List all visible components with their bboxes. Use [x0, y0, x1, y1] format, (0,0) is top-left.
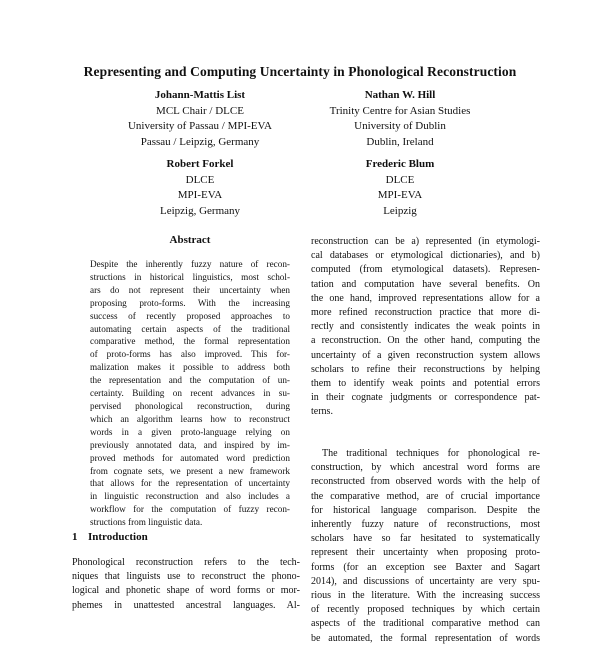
abstract-line: proposing proto-forms. With the increasing: [90, 297, 290, 308]
body-line: represent their uncertainty when proposing proto-: [311, 547, 540, 559]
abstract-line: Despite the inherently fuzzy nature of recon-: [90, 259, 290, 269]
section-heading-introduction: [72, 531, 302, 543]
body-line: the comparative method, are of crucial importance: [311, 490, 540, 502]
body-line: rectly and consistently indicates the weak points in: [311, 321, 540, 333]
body-line: reconstruction can be a) represented (in etymologi-: [311, 236, 540, 247]
author-affiliation: Trinity Centre for Asian Studies: [329, 104, 471, 117]
paper-title: Representing and Computing Uncertainty in Phonological Reconstruction: [83, 64, 517, 79]
author-affiliation: DLCE: [385, 173, 415, 186]
abstract-line: certainty. Building on recent advances in su-: [90, 388, 290, 399]
abstract-line: structions from linguistic data.: [90, 517, 203, 528]
author-name: Johann-Mattis List: [154, 89, 246, 101]
body-line: logical and phonetic shape of word forms or mor-: [72, 585, 300, 597]
body-line: Phonological reconstruction refers to the tech-: [72, 557, 300, 568]
body-line: in their cognate judgments or correspondence pat-: [311, 392, 540, 404]
body-line: uncertainty of a given reconstruction system allows: [311, 349, 540, 361]
abstract-line: that allows for the representation of uncertainty: [90, 478, 290, 489]
author-name: Frederic Blum: [365, 158, 435, 170]
body-line: reconstructed from observed words with the help of: [311, 476, 540, 488]
author-block-hill: [270, 88, 530, 150]
abstract-line: comparative method, the formal representation: [90, 336, 290, 347]
body-line: the one hand, improved representations allow for a: [311, 292, 540, 304]
introduction-paragraph: [72, 556, 300, 613]
author-affiliation: DLCE: [185, 173, 215, 186]
author-affiliation: MCL Chair / DLCE: [156, 104, 244, 117]
abstract-line: of proto-forms has also improved. This for-: [90, 349, 290, 360]
body-line: cal databases or etymological dictionaries), and b): [311, 250, 540, 262]
body-line: forms (for an exception see Baxter and Sagart: [311, 561, 540, 573]
body-line: a reconstruction. On the other hand, computing the: [311, 335, 540, 347]
body-line: computed (from etymological datasets). Represen-: [311, 264, 540, 276]
abstract-line: malization makes it possible to address both: [90, 362, 290, 373]
abstract-line: words in a given proto-language relying on: [90, 426, 290, 437]
body-line: them to identify weak points and potential errors: [311, 378, 540, 390]
body-line: scholars to refine their reconstructions by helping: [311, 363, 540, 375]
abstract-line: pervised phonological reconstruction, during: [90, 400, 290, 411]
author-affiliation: MPI-EVA: [377, 189, 423, 201]
abstract-line: ars do not represent their uncertainty when: [90, 284, 290, 295]
abstract-line: proved methods for automated word prediction: [90, 452, 290, 463]
abstract-line: from cognate sets, we present a new framework: [90, 465, 290, 476]
body-line: terns.: [311, 406, 333, 418]
author-affiliation: University of Passau / MPI-EVA: [127, 120, 272, 132]
body-line: scholars have so far hesitated to systematically: [311, 533, 540, 545]
body-line: for historical language comparison. Despite the: [311, 504, 540, 516]
abstract-body: [90, 258, 290, 529]
author-location: Dublin, Ireland: [366, 135, 434, 148]
abstract-line: in linguistic reconstruction and also includes a: [90, 491, 290, 502]
right-column-paragraph-1: [311, 235, 540, 420]
body-line: aspects of the traditional comparative method can: [311, 618, 540, 630]
author-affiliation: University of Dublin: [354, 120, 446, 132]
author-location: Passau / Leipzig, Germany: [140, 135, 260, 148]
body-line: 2014), and discussions of uncertainty are very spu-: [311, 575, 540, 587]
abstract-line: which an algorithm learns how to reconstruct: [90, 413, 290, 424]
author-location: Leipzig: [383, 204, 417, 217]
section-title: Introduction: [88, 531, 148, 543]
author-affiliation: MPI-EVA: [177, 189, 223, 201]
abstract-line: workflow for the computation of fuzzy recon-: [90, 504, 290, 515]
body-line: tation and computation have several benefits. On: [311, 278, 540, 290]
right-column-paragraph-2: [311, 447, 540, 646]
body-line: more refined reconstruction practice that more di-: [311, 307, 540, 319]
body-line: The traditional techniques for phonological re-: [322, 448, 540, 459]
section-number: 1: [72, 531, 78, 543]
abstract-line: previously annotated data, and inspired by im-: [90, 439, 290, 450]
abstract-line: structions in historical linguistics, most schol-: [90, 271, 290, 282]
body-line: be automated, the formal representation of words: [311, 632, 540, 644]
body-line: construction, by which ancestral word forms are: [311, 462, 540, 474]
author-name: Nathan W. Hill: [364, 89, 436, 101]
body-line: inherently fuzzy nature of reconstructions, most: [311, 519, 540, 531]
abstract-line: success of recently proposed approaches to: [90, 310, 290, 321]
author-name: Robert Forkel: [166, 158, 234, 170]
abstract-line: the representation and the computation of un-: [90, 375, 290, 386]
author-block-blum: [270, 157, 530, 219]
body-line: phemes in unattested ancestral languages. Al-: [72, 599, 300, 611]
abstract-line: automating certain aspects of the traditional: [90, 323, 290, 334]
abstract-heading: Abstract: [169, 234, 211, 246]
body-line: rious in the literature. With the increasing success: [311, 590, 540, 602]
body-line: niques that linguists use to reconstruct the phono-: [72, 571, 300, 583]
body-line: of recently proposed techniques by which certain: [311, 604, 540, 616]
author-location: Leipzig, Germany: [159, 204, 241, 217]
